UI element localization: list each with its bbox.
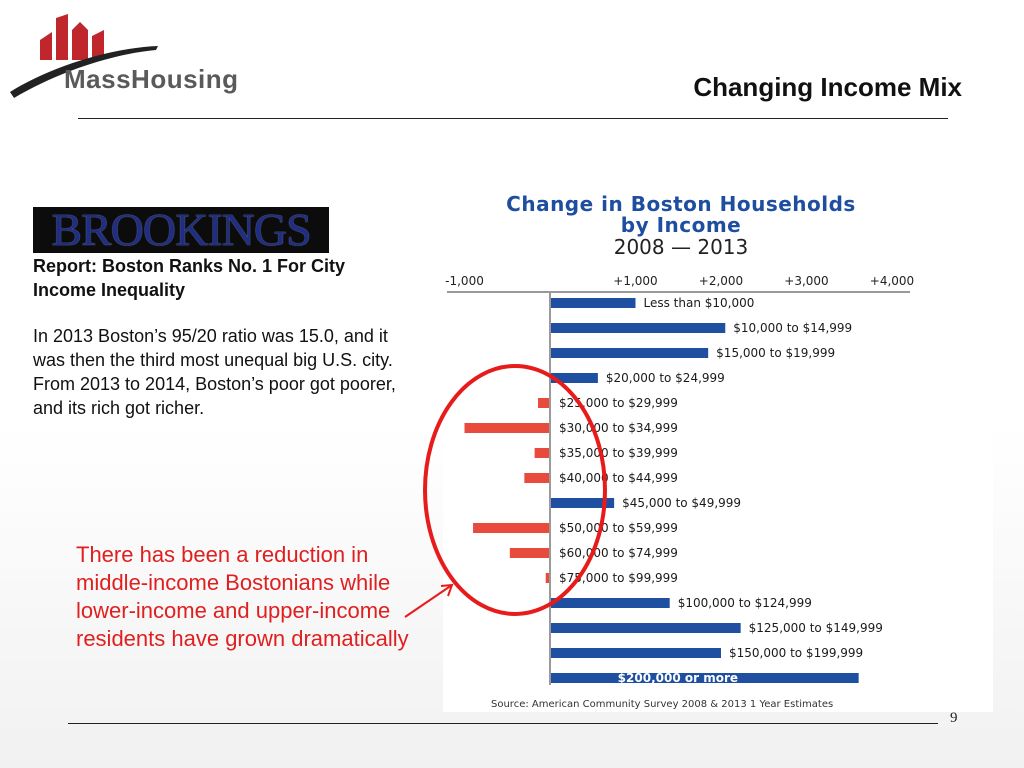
bar-label: $150,000 to $199,999 [729,646,864,660]
bar--15-000-to-19-999 [550,348,708,358]
x-tick-label: +3,000 [784,274,829,288]
slide-title: Changing Income Mix [693,72,962,102]
bar--150-000-to-199-999 [550,648,721,658]
masshousing-wordmark: MassHousing [64,64,239,94]
bar--35-000-to-39-999 [535,448,550,458]
top-divider [78,118,948,119]
bar-label: $100,000 to $124,999 [677,596,812,610]
bar--10-000-to-14-999 [550,323,725,333]
bottom-divider [68,723,938,724]
bar-label: $60,000 to $74,999 [559,546,678,560]
bar-label: $200,000 or more [617,671,738,685]
x-tick-label: +1,000 [613,274,658,288]
bar-label: $125,000 to $149,999 [748,621,883,635]
logo-building-2 [56,14,68,60]
chart-title-line: 2008 — 2013 [613,235,749,259]
chart-title-line: Change in Boston Households [506,192,856,216]
bar--60-000-to-74-999 [510,548,550,558]
bar-label: $20,000 to $24,999 [605,371,725,385]
x-tick-label: +2,000 [698,274,744,288]
bar-label: $10,000 to $14,999 [733,321,853,335]
chart-title-line: by Income [620,213,742,237]
bar--125-000-to-149-999 [550,623,741,633]
bar-label: $45,000 to $49,999 [622,496,742,510]
bar-label: $25,000 to $29,999 [559,396,678,410]
bar--40-000-to-44-999 [524,473,550,483]
bar-label: $30,000 to $34,999 [559,421,678,435]
bar--30-000-to-34-999 [465,423,551,433]
bar--20-000-to-24-999 [550,373,598,383]
x-tick-label: -1,000 [445,274,484,288]
chart-source: Source: American Community Survey 2008 & 2013 1 Year Estimates [491,699,834,710]
x-tick-label: +4,000 [869,274,915,288]
report-title: Report: Boston Ranks No. 1 For City Income Inequality [33,256,346,300]
bar-less-than-10-000 [550,298,636,308]
bar-label: $75,000 to $99,999 [559,571,678,585]
bar--100-000-to-124-999 [550,598,670,608]
bar-label: $15,000 to $19,999 [716,346,836,360]
page-number: 9 [950,710,958,726]
bar-label: $50,000 to $59,999 [559,521,678,535]
bar-label: Less than $10,000 [643,296,755,310]
report-body: In 2013 Boston’s 95/20 ratio was 15.0, and it was then the third most unequal big U.S. city. From 2013 to 2014, Boston’s poor got poorer, and its rich got richer. [33,326,396,418]
brookings-logo: BROOKINGS [33,207,329,253]
logo-building-3 [72,22,88,60]
bar--45-000-to-49-999 [550,498,614,508]
annotation-note: There has been a reduction in middle-income Bostonians while lower-income and upper-income residents have grown dramatically [76,542,409,651]
bar-label: $35,000 to $39,999 [559,446,678,460]
bar--25-000-to-29-999 [538,398,550,408]
bar--50-000-to-59-999 [473,523,550,533]
income-change-chart [443,188,993,712]
logo-building-1 [40,32,52,60]
bar-label: $40,000 to $44,999 [559,471,678,485]
